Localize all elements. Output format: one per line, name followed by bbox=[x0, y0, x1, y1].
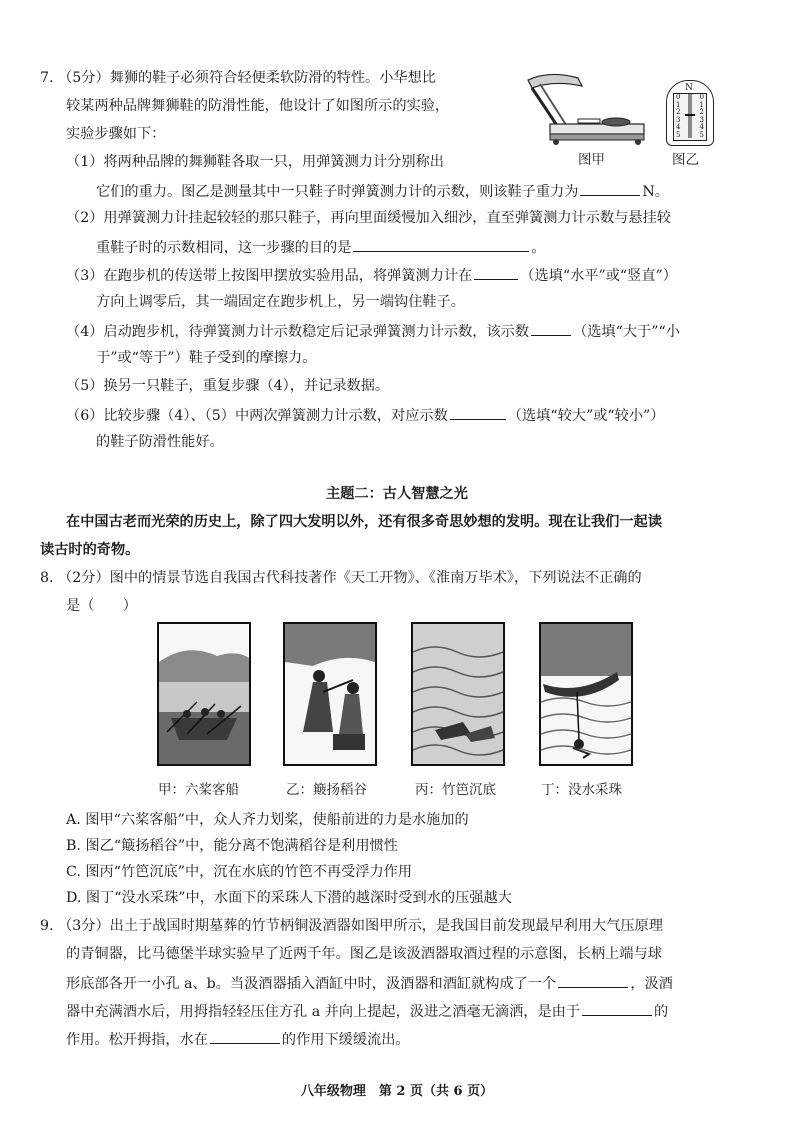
q7-step-4a: （4）启动跑步机，待弹簧测力计示数稳定后记录弹簧测力计示数，该示数 （选填“大于”“小 bbox=[66, 320, 680, 342]
q8-line-2: 是（ ） bbox=[66, 598, 137, 614]
answer-blank-connector[interactable] bbox=[558, 972, 628, 988]
q7-step-6b: 的鞋子防滑性能好。 bbox=[96, 434, 224, 450]
gauge-right-scale: 0 1 2 3 4 5 bbox=[699, 93, 704, 139]
answer-blank-weight[interactable] bbox=[580, 180, 640, 196]
spring-scale-figure bbox=[666, 80, 714, 146]
section-intro-2: 读古时的奇物。 bbox=[40, 542, 140, 558]
q7-step-1b: 它们的重力。图乙是测量其中一只鞋子时弹簧测力计的示数，则该鞋子重力为 N。 bbox=[96, 180, 669, 202]
caption-jia: 甲：六桨客船 bbox=[158, 782, 239, 798]
q7-line-2: 较某两种品牌舞狮鞋的防滑性能，他设计了如图所示的实验， bbox=[66, 98, 450, 114]
caption-bing: 丙：竹笆沉底 bbox=[415, 782, 496, 798]
spring-scale-unit: N bbox=[685, 83, 693, 93]
image-bamboo-sinking bbox=[411, 622, 505, 766]
q7-step-4b: 于”或“等于”）鞋子受到的摩擦力。 bbox=[96, 350, 317, 366]
section-title: 主题二：古人智慧之光 bbox=[326, 486, 468, 502]
q7-step-1a: （1）将两种品牌的舞狮鞋各取一只，用弹簧测力计分别称出 bbox=[66, 154, 444, 170]
answer-blank-force[interactable] bbox=[210, 1028, 280, 1044]
q8-option-b[interactable]: B. 图乙“簸扬稻谷”中，能分离不饱满稻谷是利用惯性 bbox=[66, 838, 398, 854]
fig-jia-caption: 图甲 bbox=[578, 152, 605, 168]
q9-line-4: 器中充满酒水后，用拇指轻轻压住方孔 a 并向上提起，汲进之酒毫无滴洒，是由于 的 bbox=[66, 1000, 668, 1022]
caption-yi: 乙：簸扬稻谷 bbox=[286, 782, 367, 798]
q9-line-1: 9. （3分）出土于战国时期墓葬的竹节柄铜汲酒器如图甲所示，是我国目前发现最早利用大气压原理 bbox=[40, 918, 663, 934]
fig-yi-caption: 图乙 bbox=[672, 152, 699, 168]
gauge-left-scale: 0 1 2 3 4 5 bbox=[676, 93, 681, 139]
q8-line-1: 8. （2分）图中的情景节选自我国古代科技著作《天工开物》、《淮南万毕术》，下列说法不正确的 bbox=[40, 570, 642, 586]
q7-line-3: 实验步骤如下： bbox=[66, 126, 166, 142]
answer-blank-pressure[interactable] bbox=[582, 1000, 652, 1016]
page-footer: 八年级物理 第 2 页（共 6 页） bbox=[300, 1084, 494, 1099]
image-pearl-diving bbox=[539, 622, 633, 766]
q8-option-c[interactable]: C. 图丙“竹笆沉底”中，沉在水底的竹笆不再受浮力作用 bbox=[66, 864, 413, 880]
q9-line-3: 形底部各开一小孔 a、b。当汲酒器插入酒缸中时，汲酒器和酒缸就构成了一个 ，汲酒 bbox=[66, 972, 673, 994]
q8-option-d[interactable]: D. 图丁“没水采珠”中，水面下的采珠人下潜的越深时受到水的压强越大 bbox=[66, 890, 512, 906]
answer-blank-direction[interactable] bbox=[474, 264, 518, 280]
answer-blank-reading[interactable] bbox=[450, 404, 506, 420]
q9-line-5: 作用。松开拇指，水在 的作用下缓缓流出。 bbox=[66, 1028, 410, 1050]
answer-blank-purpose[interactable] bbox=[353, 236, 529, 252]
q7-step-6a: （6）比较步骤（4）、（5）中两次弹簧测力计示数，对应示数 （选填“较大”或“较小”） bbox=[66, 404, 664, 426]
section-intro-1: 在中国古老而光荣的历史上，除了四大发明以外，还有很多奇思妙想的发明。现在让我们一起读 bbox=[66, 514, 662, 530]
q7-step-2a: （2）用弹簧测力计挂起较轻的那只鞋子，再向里面缓慢加入细沙，直至弹簧测力计示数与悬挂较 bbox=[66, 210, 671, 226]
q7-step-2b: 重鞋子时的示数相同，这一步骤的目的是 。 bbox=[96, 236, 546, 258]
q7-step-3b: 方向上调零后，其一端固定在跑步机上，另一端钩住鞋子。 bbox=[96, 294, 465, 310]
q7-step-5: （5）换另一只鞋子，重复步骤（4），并记录数据。 bbox=[66, 378, 390, 394]
caption-ding: 丁：没水采珠 bbox=[541, 782, 622, 798]
image-six-oar-boat bbox=[157, 622, 251, 766]
answer-blank-compare[interactable] bbox=[531, 320, 571, 336]
treadmill-figure bbox=[520, 70, 650, 150]
q8-option-a[interactable]: A. 图甲“六桨客船”中，众人齐力划桨，使船前进的力是水施加的 bbox=[66, 812, 469, 828]
q9-line-2: 的青铜器，比马德堡半球实验早了近两千年。图乙是该汲酒器取酒过程的示意图，长柄上端与球 bbox=[66, 946, 662, 962]
q7-line-1: 7. （5分）舞狮的鞋子必须符合轻便柔软防滑的特性。小华想比 bbox=[40, 70, 436, 86]
q7-step-3a: （3）在跑步机的传送带上按图甲摆放实验用品，将弹簧测力计在 （选填“水平”或“竖直”） bbox=[66, 264, 677, 286]
image-winnowing bbox=[283, 622, 377, 766]
